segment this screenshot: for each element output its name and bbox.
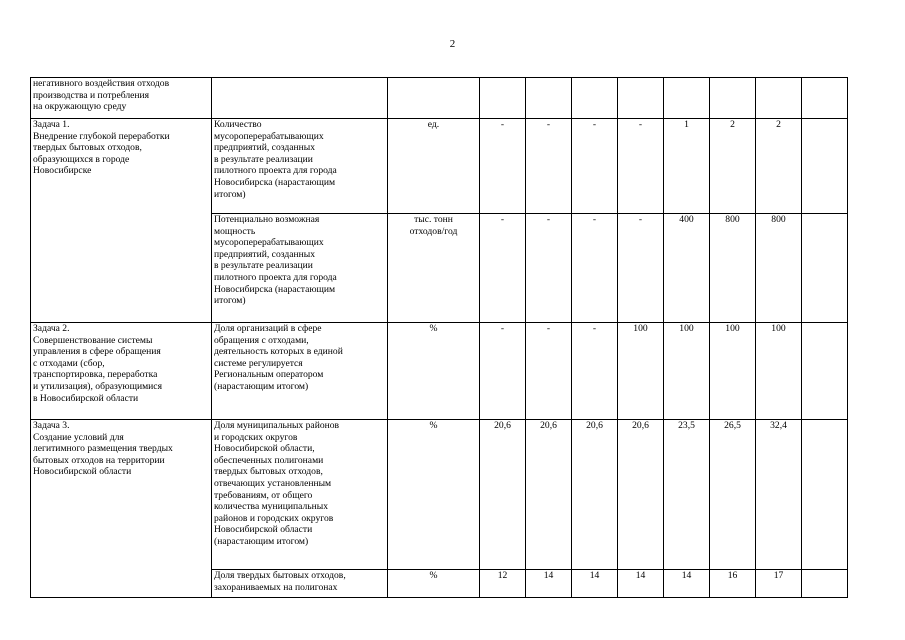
unit-cell: ед.: [388, 119, 480, 214]
value-cell: -: [480, 323, 526, 420]
value-cell: [572, 78, 618, 119]
task-cell: Задача 3. Создание условий для легитимного размещения твердых бытовых отходов на территории Новосибирской области: [31, 420, 212, 598]
value-cell: -: [526, 119, 572, 214]
task-cell: Задача 1. Внедрение глубокой переработки твердых бытовых отходов, образующихся в городе Новосибирске: [31, 119, 212, 323]
indicator-cell: Количество мусороперерабатывающих предприятий, созданных в результате реализации пилотного проекта для города Новосибирска (нарастающим итогом): [212, 119, 388, 214]
unit-cell: %: [388, 323, 480, 420]
value-cell: 16: [710, 570, 756, 598]
value-cell: -: [618, 119, 664, 214]
value-cell: 100: [618, 323, 664, 420]
value-cell: 20,6: [480, 420, 526, 570]
indicator-cell: Доля твердых бытовых отходов, захораниваемых на полигонах: [212, 570, 388, 598]
task-cell: негативного воздействия отходов производства и потребления на окружающую среду: [31, 78, 212, 119]
value-cell: [802, 119, 848, 214]
value-cell: [802, 323, 848, 420]
value-cell: [802, 214, 848, 323]
task-cell: Задача 2. Совершенствование системы управления в сфере обращения с отходами (сбор, транспортировка, переработка и утилизация), образующимися в Новосибирской области: [31, 323, 212, 420]
value-cell: [710, 78, 756, 119]
value-cell: 20,6: [618, 420, 664, 570]
value-cell: 14: [618, 570, 664, 598]
value-cell: -: [572, 214, 618, 323]
indicator-cell: Доля организаций в сфере обращения с отходами, деятельность которых в единой системе регулируется Региональным оператором (нарастающим итогом): [212, 323, 388, 420]
table-row: [31, 420, 848, 570]
indicator-cell: [212, 78, 388, 119]
value-cell: 400: [664, 214, 710, 323]
value-cell: 100: [710, 323, 756, 420]
value-cell: [802, 78, 848, 119]
value-cell: 800: [756, 214, 802, 323]
unit-cell: %: [388, 420, 480, 570]
value-cell: 12: [480, 570, 526, 598]
value-cell: 800: [710, 214, 756, 323]
value-cell: 32,4: [756, 420, 802, 570]
value-cell: 2: [756, 119, 802, 214]
value-cell: [756, 78, 802, 119]
value-cell: -: [618, 214, 664, 323]
value-cell: 20,6: [572, 420, 618, 570]
value-cell: -: [572, 323, 618, 420]
value-cell: [802, 420, 848, 570]
value-cell: 14: [664, 570, 710, 598]
table-row: [31, 323, 848, 420]
value-cell: 23,5: [664, 420, 710, 570]
value-cell: -: [526, 214, 572, 323]
unit-cell: [388, 78, 480, 119]
value-cell: 17: [756, 570, 802, 598]
table-row: [31, 119, 848, 214]
indicator-cell: Потенциально возможная мощность мусороперерабатывающих предприятий, созданных в результате реализации пилотного проекта для города Новосибирска (нарастающим итогом): [212, 214, 388, 323]
page-number: 2: [449, 38, 456, 50]
unit-cell: %: [388, 570, 480, 598]
value-cell: -: [526, 323, 572, 420]
value-cell: -: [480, 119, 526, 214]
indicators-table: [30, 77, 848, 598]
value-cell: 26,5: [710, 420, 756, 570]
value-cell: [802, 570, 848, 598]
value-cell: -: [480, 214, 526, 323]
value-cell: 1: [664, 119, 710, 214]
value-cell: 20,6: [526, 420, 572, 570]
unit-cell: тыс. тонн отходов/год: [388, 214, 480, 323]
value-cell: 14: [526, 570, 572, 598]
value-cell: [664, 78, 710, 119]
value-cell: [480, 78, 526, 119]
table-row: [31, 78, 848, 119]
value-cell: 100: [756, 323, 802, 420]
value-cell: 14: [572, 570, 618, 598]
value-cell: 100: [664, 323, 710, 420]
value-cell: 2: [710, 119, 756, 214]
value-cell: [618, 78, 664, 119]
indicator-cell: Доля муниципальных районов и городских округов Новосибирской области, обеспеченных полигонами твердых бытовых отходов, отвечающих установленным требованиям, от общего количества муниципальных районов и городских округов Новосибирской области (нарастающим итогом): [212, 420, 388, 570]
value-cell: -: [572, 119, 618, 214]
value-cell: [526, 78, 572, 119]
